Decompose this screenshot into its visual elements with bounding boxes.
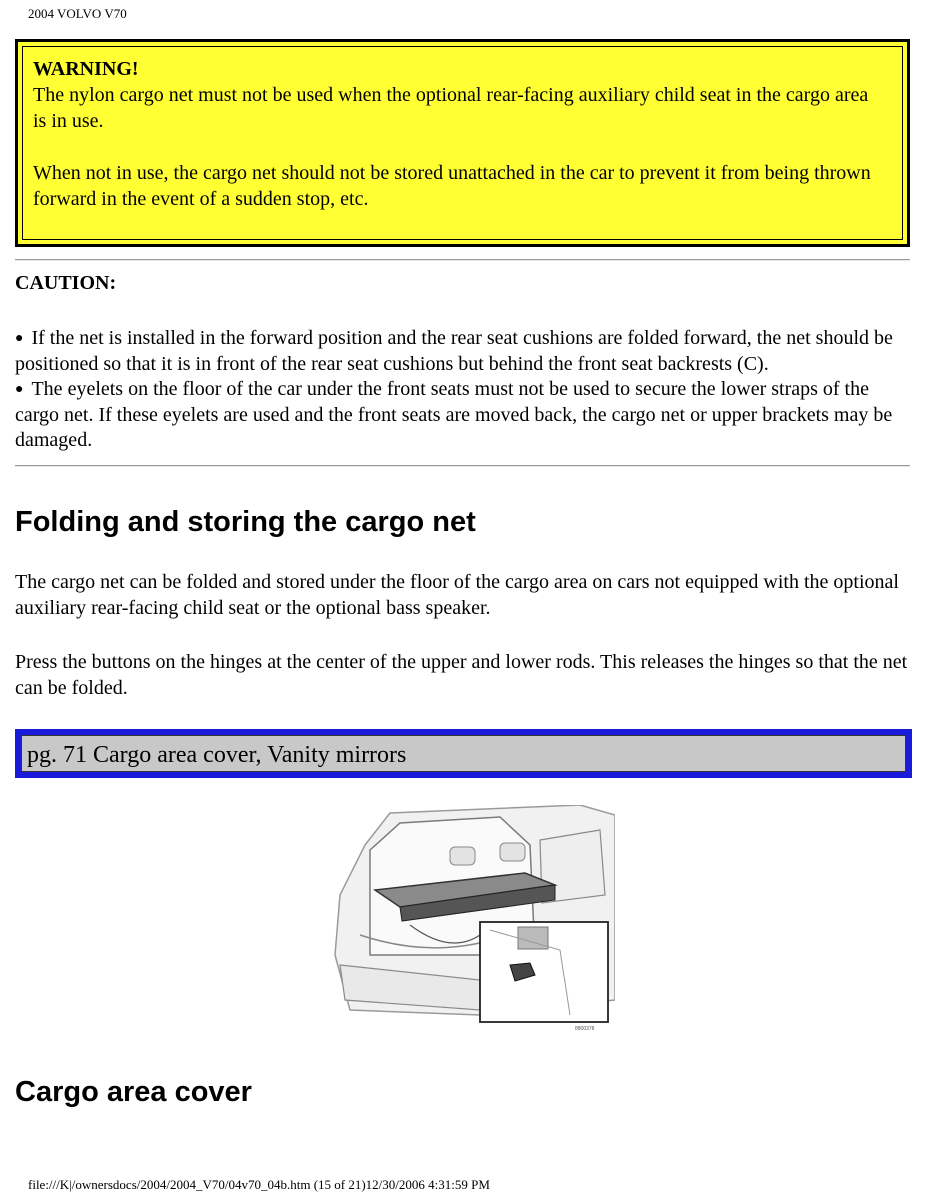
folding-paragraph-2: Press the buttons on the hinges at the center of the upper and lower rods. This releases the hinges so that the net can be folded. bbox=[15, 651, 908, 699]
warning-paragraph-2: When not in use, the cargo net should not be stored unattached in the car to prevent it from being thrown forward in the event of a sudden stop, etc. bbox=[33, 162, 871, 210]
warning-box bbox=[15, 39, 910, 247]
page-banner-text: pg. 71 Cargo area cover, Vanity mirrors bbox=[27, 742, 407, 768]
warning-paragraph-1: The nylon cargo net must not be used when the optional rear-facing auxiliary child seat in the cargo area is in use. bbox=[33, 84, 869, 132]
section-heading-cargo-cover: Cargo area cover bbox=[15, 1076, 252, 1108]
document-header: 2004 VOLVO V70 bbox=[28, 6, 127, 21]
bullet-icon: ● bbox=[15, 382, 24, 397]
caution-bullet-2: ● The eyelets on the floor of the car under the front seats must not be used to secure the lower straps of the cargo net. If these eyelets are used and the front seats are moved back, the cargo net or upper brackets may be damaged. bbox=[15, 378, 893, 451]
warning-heading: WARNING! bbox=[33, 58, 139, 80]
svg-text:8800378: 8800378 bbox=[575, 1026, 595, 1032]
section-heading-folding: Folding and storing the cargo net bbox=[15, 506, 476, 538]
divider-top bbox=[15, 259, 910, 261]
divider-bottom bbox=[15, 465, 910, 467]
document-footer: file:///K|/ownersdocs/2004/2004_V70/04v70_04b.htm (15 of 21)12/30/2006 4:31:59 PM bbox=[28, 1177, 490, 1192]
cargo-cover-illustration bbox=[330, 805, 615, 1035]
page-banner bbox=[15, 729, 912, 778]
folding-paragraph-1: The cargo net can be folded and stored under the floor of the cargo area on cars not equipped with the optional auxiliary rear-facing child seat or the optional bass speaker. bbox=[15, 571, 899, 619]
warning-box-inner bbox=[22, 46, 903, 240]
caution-list bbox=[15, 326, 910, 454]
caution-title: CAUTION: bbox=[15, 272, 117, 294]
bullet-icon: ● bbox=[15, 331, 24, 346]
caution-bullet-1: ● If the net is installed in the forward position and the rear seat cushions are folded forward, the net should be positioned so that it is in front of the rear seat cushions but behind the front seat backrests (C). bbox=[15, 327, 893, 375]
